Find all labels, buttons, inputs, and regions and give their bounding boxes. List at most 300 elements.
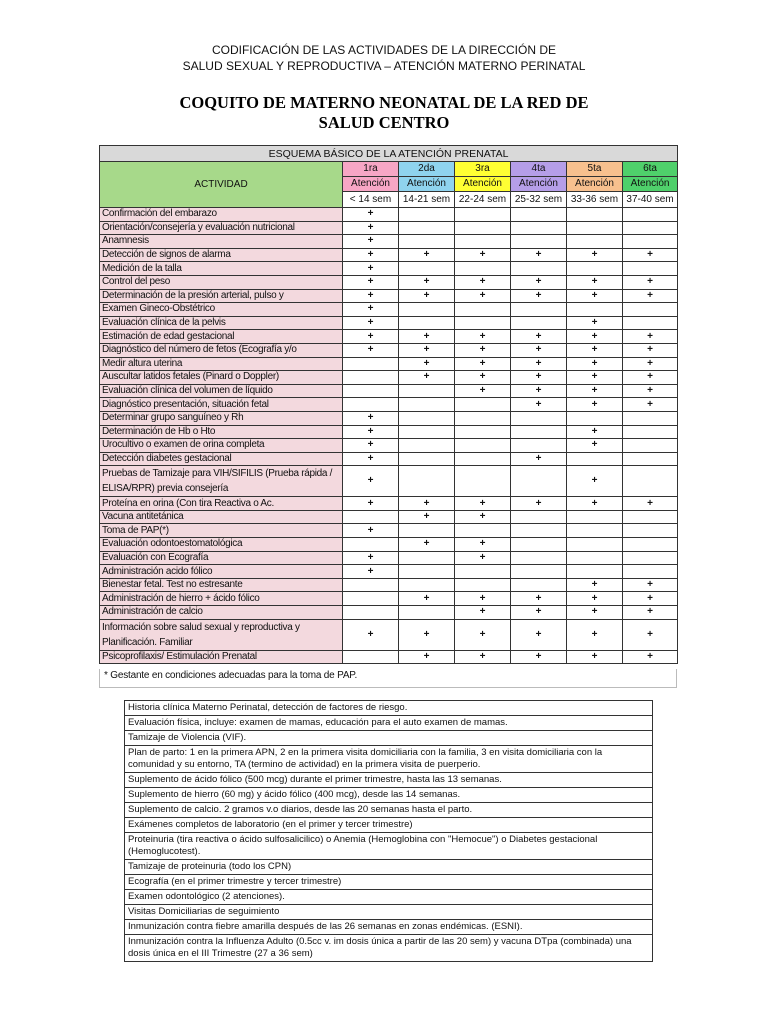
visit-mark-empty xyxy=(399,551,455,565)
activity-name: Toma de PAP(*) xyxy=(100,524,343,538)
visit-mark-plus: + xyxy=(343,524,399,538)
visit-mark-empty xyxy=(623,565,678,579)
visit-mark-plus: + xyxy=(343,466,399,497)
visit-mark-empty xyxy=(511,565,567,579)
visit-mark-empty xyxy=(399,452,455,466)
visit-mark-plus: + xyxy=(511,650,567,664)
activity-name: Pruebas de Tamizaje para VIH/SIFILIS (Prueba rápida / ELISA/RPR) previa consejería xyxy=(100,466,343,497)
visit-mark-plus: + xyxy=(343,316,399,330)
visit-mark-empty xyxy=(511,316,567,330)
visit-ordinal-1: 1ra xyxy=(343,162,399,177)
activity-name: Información sobre salud sexual y reproductiva y Planificación. Familiar xyxy=(100,619,343,650)
visit-mark-plus: + xyxy=(567,398,623,412)
visit-mark-empty xyxy=(343,371,399,385)
visit-mark-plus: + xyxy=(343,235,399,249)
schedule-row xyxy=(100,497,678,511)
visit-mark-empty xyxy=(511,221,567,235)
visit-mark-plus: + xyxy=(623,275,678,289)
note-row xyxy=(125,818,653,833)
schedule-caption: ESQUEMA BÁSICO DE LA ATENCIÓN PRENATAL xyxy=(100,146,678,162)
visit-mark-plus: + xyxy=(455,357,511,371)
schedule-header-ordinal-row xyxy=(100,162,678,177)
visit-mark-empty xyxy=(623,316,678,330)
schedule-row xyxy=(100,275,678,289)
title-line-1: COQUITO DE MATERNO NEONATAL DE LA RED DE xyxy=(179,93,589,112)
activity-name: Control del peso xyxy=(100,275,343,289)
visit-mark-plus: + xyxy=(455,592,511,606)
visit-ordinal-2: 2da xyxy=(399,162,455,177)
schedule-row xyxy=(100,439,678,453)
note-text: Tamizaje de proteinuria (todo los CPN) xyxy=(125,860,653,875)
visit-mark-plus: + xyxy=(511,248,567,262)
visit-mark-empty xyxy=(623,551,678,565)
visit-range-3: 22-24 sem xyxy=(455,192,511,208)
activity-name: Estimación de edad gestacional xyxy=(100,330,343,344)
visit-mark-plus: + xyxy=(455,606,511,620)
visit-mark-empty xyxy=(399,208,455,222)
activity-name: Determinar grupo sanguíneo y Rh xyxy=(100,411,343,425)
visit-mark-plus: + xyxy=(343,289,399,303)
visit-mark-empty xyxy=(399,466,455,497)
visit-mark-empty xyxy=(623,425,678,439)
visit-mark-plus: + xyxy=(455,248,511,262)
visit-mark-empty xyxy=(343,592,399,606)
visit-mark-plus: + xyxy=(343,330,399,344)
schedule-footnote: * Gestante en condiciones adecuadas para la toma de PAP. xyxy=(99,669,677,688)
note-text: Inmunización contra fiebre amarilla después de las 26 semanas en zonas endémicas. (ESNI). xyxy=(125,920,653,935)
visit-mark-plus: + xyxy=(567,466,623,497)
header-line-2: SALUD SEXUAL Y REPRODUCTIVA – ATENCIÓN MATERNO PERINATAL xyxy=(182,59,586,73)
visit-mark-plus: + xyxy=(399,357,455,371)
visit-mark-empty xyxy=(511,551,567,565)
document-header xyxy=(0,42,768,74)
visit-ordinal-4: 4ta xyxy=(511,162,567,177)
visit-mark-plus: + xyxy=(623,248,678,262)
visit-mark-plus: + xyxy=(343,275,399,289)
visit-mark-empty xyxy=(567,235,623,249)
visit-mark-plus: + xyxy=(511,384,567,398)
activity-name: Anamnesis xyxy=(100,235,343,249)
visit-mark-plus: + xyxy=(399,289,455,303)
visit-mark-plus: + xyxy=(567,650,623,664)
activity-name: Administración de calcio xyxy=(100,606,343,620)
visit-mark-plus: + xyxy=(511,398,567,412)
visit-mark-plus: + xyxy=(511,592,567,606)
visit-mark-empty xyxy=(511,235,567,249)
visit-mark-empty xyxy=(567,452,623,466)
visit-range-1: < 14 sem xyxy=(343,192,399,208)
visit-mark-plus: + xyxy=(343,452,399,466)
visit-mark-plus: + xyxy=(343,565,399,579)
activity-name: Medición de la talla xyxy=(100,262,343,276)
visit-mark-plus: + xyxy=(455,650,511,664)
visit-mark-plus: + xyxy=(399,371,455,385)
visit-mark-plus: + xyxy=(623,357,678,371)
visit-mark-plus: + xyxy=(511,289,567,303)
visit-mark-plus: + xyxy=(511,619,567,650)
activity-name: Administración acido fólico xyxy=(100,565,343,579)
schedule-row xyxy=(100,330,678,344)
schedule-row xyxy=(100,578,678,592)
visit-mark-plus: + xyxy=(567,425,623,439)
visit-mark-empty xyxy=(455,316,511,330)
activity-name: Medir altura uterina xyxy=(100,357,343,371)
activity-name: Psicoprofilaxis/ Estimulación Prenatal xyxy=(100,650,343,664)
visit-mark-empty xyxy=(455,524,511,538)
note-text: Suplemento de hierro (60 mg) y ácido fólico (400 mcg), desde las 14 semanas. xyxy=(125,788,653,803)
schedule-row xyxy=(100,425,678,439)
note-text: Visitas Domiciliarias de seguimiento xyxy=(125,905,653,920)
visit-mark-plus: + xyxy=(455,330,511,344)
visit-mark-empty xyxy=(567,551,623,565)
visit-mark-empty xyxy=(511,466,567,497)
visit-mark-plus: + xyxy=(623,592,678,606)
visit-mark-empty xyxy=(511,578,567,592)
activity-name: Evaluación clínica del volumen de líquido xyxy=(100,384,343,398)
visit-mark-plus: + xyxy=(511,371,567,385)
visit-mark-plus: + xyxy=(567,289,623,303)
visit-mark-empty xyxy=(623,466,678,497)
prenatal-schedule-table xyxy=(99,145,678,664)
visit-mark-empty xyxy=(511,262,567,276)
visit-range-6: 37-40 sem xyxy=(623,192,678,208)
visit-mark-empty xyxy=(343,398,399,412)
visit-mark-plus: + xyxy=(343,439,399,453)
visit-mark-empty xyxy=(399,303,455,317)
visit-mark-empty xyxy=(343,384,399,398)
activity-name: Evaluación clínica de la pelvis xyxy=(100,316,343,330)
visit-mark-empty xyxy=(455,452,511,466)
visit-mark-empty xyxy=(399,398,455,412)
visit-mark-empty xyxy=(343,357,399,371)
visit-mark-empty xyxy=(623,235,678,249)
visit-mark-plus: + xyxy=(455,551,511,565)
visit-mark-empty xyxy=(623,262,678,276)
visit-mark-empty xyxy=(399,262,455,276)
note-row xyxy=(125,716,653,731)
visit-mark-empty xyxy=(455,439,511,453)
visit-ordinal-6: 6ta xyxy=(623,162,678,177)
visit-mark-plus: + xyxy=(623,371,678,385)
visit-mark-plus: + xyxy=(511,497,567,511)
visit-mark-empty xyxy=(511,439,567,453)
activity-name: Diagnóstico presentación, situación fetal xyxy=(100,398,343,412)
visit-mark-plus: + xyxy=(343,221,399,235)
note-text: Proteinuria (tira reactiva o ácido sulfosalicilico) o Anemia (Hemoglobina con "Hemocue") o Diabetes gestacional (Hemoglucotest). xyxy=(125,833,653,860)
title-line-2: SALUD CENTRO xyxy=(318,113,450,132)
notes-table xyxy=(124,700,653,962)
visit-mark-empty xyxy=(623,524,678,538)
activity-name: Administración de hierro + ácido fólico xyxy=(100,592,343,606)
activity-name: Bienestar fetal. Test no estresante xyxy=(100,578,343,592)
visit-label-6: Atención xyxy=(623,177,678,192)
visit-mark-empty xyxy=(399,384,455,398)
visit-mark-empty xyxy=(399,606,455,620)
visit-mark-plus: + xyxy=(399,619,455,650)
note-row xyxy=(125,920,653,935)
visit-mark-plus: + xyxy=(399,650,455,664)
note-row xyxy=(125,875,653,890)
visit-mark-plus: + xyxy=(567,316,623,330)
schedule-row xyxy=(100,316,678,330)
visit-ordinal-5: 5ta xyxy=(567,162,623,177)
activity-name: Orientación/consejería y evaluación nutricional xyxy=(100,221,343,235)
visit-mark-plus: + xyxy=(455,619,511,650)
visit-mark-plus: + xyxy=(511,275,567,289)
note-text: Inmunización contra la Influenza Adulto (0.5cc v. im dosis única a partir de las 20 sem) y vacuna DTpa (combinada) una dosis única en el III Trimestre (27 a 36 sem) xyxy=(125,935,653,962)
visit-mark-plus: + xyxy=(567,275,623,289)
visit-mark-empty xyxy=(623,538,678,552)
note-row xyxy=(125,905,653,920)
document-title xyxy=(0,93,768,133)
schedule-row xyxy=(100,398,678,412)
note-row xyxy=(125,860,653,875)
visit-mark-plus: + xyxy=(567,330,623,344)
visit-mark-plus: + xyxy=(623,650,678,664)
schedule-row xyxy=(100,235,678,249)
visit-mark-plus: + xyxy=(343,425,399,439)
visit-mark-empty xyxy=(455,398,511,412)
visit-mark-empty xyxy=(567,221,623,235)
schedule-row xyxy=(100,650,678,664)
visit-mark-empty xyxy=(399,221,455,235)
visit-mark-empty xyxy=(567,411,623,425)
schedule-row xyxy=(100,248,678,262)
note-row xyxy=(125,773,653,788)
visit-mark-empty xyxy=(623,303,678,317)
schedule-row xyxy=(100,538,678,552)
visit-mark-empty xyxy=(343,650,399,664)
schedule-row xyxy=(100,619,678,650)
schedule-row xyxy=(100,357,678,371)
visit-mark-plus: + xyxy=(399,275,455,289)
visit-mark-plus: + xyxy=(343,343,399,357)
note-text: Historia clínica Materno Perinatal, detección de factores de riesgo. xyxy=(125,701,653,716)
visit-mark-empty xyxy=(623,510,678,524)
visit-mark-plus: + xyxy=(567,606,623,620)
activity-name: Determinación de la presión arterial, pulso y xyxy=(100,289,343,303)
visit-mark-plus: + xyxy=(623,578,678,592)
visit-mark-plus: + xyxy=(567,384,623,398)
visit-mark-empty xyxy=(399,565,455,579)
visit-mark-empty xyxy=(399,578,455,592)
visit-mark-empty xyxy=(567,208,623,222)
visit-mark-plus: + xyxy=(511,343,567,357)
visit-mark-empty xyxy=(511,538,567,552)
visit-mark-empty xyxy=(567,510,623,524)
visit-mark-empty xyxy=(567,538,623,552)
note-row xyxy=(125,731,653,746)
visit-mark-plus: + xyxy=(511,330,567,344)
visit-mark-plus: + xyxy=(399,248,455,262)
visit-mark-empty xyxy=(511,208,567,222)
visit-mark-plus: + xyxy=(343,551,399,565)
activity-name: Evaluación con Ecografía xyxy=(100,551,343,565)
note-row xyxy=(125,746,653,773)
note-row xyxy=(125,788,653,803)
visit-mark-empty xyxy=(511,303,567,317)
visit-mark-empty xyxy=(399,439,455,453)
schedule-row xyxy=(100,371,678,385)
visit-range-5: 33-36 sem xyxy=(567,192,623,208)
visit-mark-empty xyxy=(455,262,511,276)
activity-name: Urocultivo o examen de orina completa xyxy=(100,439,343,453)
visit-mark-empty xyxy=(343,538,399,552)
visit-mark-plus: + xyxy=(399,497,455,511)
visit-mark-plus: + xyxy=(343,411,399,425)
visit-mark-plus: + xyxy=(511,452,567,466)
visit-label-1: Atención xyxy=(343,177,399,192)
visit-mark-plus: + xyxy=(567,371,623,385)
visit-mark-empty xyxy=(511,425,567,439)
schedule-row xyxy=(100,208,678,222)
visit-mark-empty xyxy=(455,565,511,579)
visit-mark-empty xyxy=(343,578,399,592)
visit-mark-plus: + xyxy=(343,497,399,511)
visit-mark-empty xyxy=(399,411,455,425)
visit-mark-plus: + xyxy=(623,398,678,412)
visit-mark-empty xyxy=(455,208,511,222)
activity-name: Vacuna antitetánica xyxy=(100,510,343,524)
visit-mark-plus: + xyxy=(399,538,455,552)
schedule-row xyxy=(100,262,678,276)
note-row xyxy=(125,803,653,818)
schedule-row xyxy=(100,592,678,606)
visit-mark-plus: + xyxy=(567,619,623,650)
visit-mark-plus: + xyxy=(399,330,455,344)
visit-mark-plus: + xyxy=(567,497,623,511)
schedule-row xyxy=(100,289,678,303)
schedule-row xyxy=(100,303,678,317)
schedule-row xyxy=(100,411,678,425)
visit-mark-empty xyxy=(455,425,511,439)
note-text: Evaluación física, incluye: examen de mamas, educación para el auto examen de mamas. xyxy=(125,716,653,731)
schedule-row xyxy=(100,524,678,538)
visit-mark-plus: + xyxy=(343,248,399,262)
visit-mark-plus: + xyxy=(455,384,511,398)
note-text: Ecografía (en el primer trimestre y tercer trimestre) xyxy=(125,875,653,890)
visit-mark-plus: + xyxy=(623,330,678,344)
visit-mark-empty xyxy=(455,466,511,497)
activity-name: Diagnóstico del número de fetos (Ecografía y/o xyxy=(100,343,343,357)
visit-mark-plus: + xyxy=(623,606,678,620)
visit-mark-empty xyxy=(343,510,399,524)
visit-mark-empty xyxy=(623,221,678,235)
visit-mark-plus: + xyxy=(567,248,623,262)
note-row xyxy=(125,890,653,905)
visit-mark-plus: + xyxy=(455,510,511,524)
visit-mark-empty xyxy=(399,316,455,330)
visit-mark-plus: + xyxy=(455,275,511,289)
visit-mark-plus: + xyxy=(623,343,678,357)
activity-name: Determinación de Hb o Hto xyxy=(100,425,343,439)
note-text: Plan de parto: 1 en la primera APN, 2 en la primera visita domiciliaria con la familia, 3 en visita domiciliaria con la comunidad y su entorno, TA (termino de actividad) en la primera visita de puerperio. xyxy=(125,746,653,773)
visit-mark-empty xyxy=(455,303,511,317)
visit-mark-empty xyxy=(567,303,623,317)
visit-mark-empty xyxy=(511,524,567,538)
activity-column-header: ACTIVIDAD xyxy=(100,162,343,208)
visit-mark-plus: + xyxy=(343,303,399,317)
visit-ordinal-3: 3ra xyxy=(455,162,511,177)
activity-name: Auscultar latidos fetales (Pinard o Doppler) xyxy=(100,371,343,385)
schedule-row xyxy=(100,466,678,497)
visit-mark-empty xyxy=(455,411,511,425)
header-line-1: CODIFICACIÓN DE LAS ACTIVIDADES DE LA DIRECCIÓN DE xyxy=(211,43,557,57)
visit-mark-plus: + xyxy=(623,289,678,303)
visit-mark-plus: + xyxy=(623,384,678,398)
visit-label-4: Atención xyxy=(511,177,567,192)
visit-mark-empty xyxy=(567,262,623,276)
visit-mark-plus: + xyxy=(399,343,455,357)
visit-mark-empty xyxy=(455,578,511,592)
visit-mark-plus: + xyxy=(343,619,399,650)
visit-mark-empty xyxy=(343,606,399,620)
note-text: Tamizaje de Violencia (VIF). xyxy=(125,731,653,746)
visit-mark-plus: + xyxy=(567,439,623,453)
visit-mark-plus: + xyxy=(455,343,511,357)
visit-label-5: Atención xyxy=(567,177,623,192)
visit-mark-plus: + xyxy=(623,619,678,650)
visit-mark-empty xyxy=(511,411,567,425)
visit-mark-empty xyxy=(623,411,678,425)
visit-label-2: Atención xyxy=(399,177,455,192)
schedule-row xyxy=(100,565,678,579)
activity-name: Detección diabetes gestacional xyxy=(100,452,343,466)
note-text: Suplemento de ácido fólico (500 mcg) durante el primer trimestre, hasta las 13 semanas. xyxy=(125,773,653,788)
visit-mark-plus: + xyxy=(567,343,623,357)
visit-mark-plus: + xyxy=(567,357,623,371)
visit-mark-empty xyxy=(623,452,678,466)
visit-mark-plus: + xyxy=(399,592,455,606)
note-text: Exámenes completos de laboratorio (en el primer y tercer trimestre) xyxy=(125,818,653,833)
schedule-caption-row xyxy=(100,146,678,162)
visit-mark-plus: + xyxy=(511,357,567,371)
visit-mark-empty xyxy=(455,235,511,249)
schedule-row xyxy=(100,510,678,524)
visit-mark-plus: + xyxy=(455,289,511,303)
schedule-row xyxy=(100,343,678,357)
activity-name: Evaluación odontoestomatológica xyxy=(100,538,343,552)
schedule-row xyxy=(100,551,678,565)
note-text: Suplemento de calcio. 2 gramos v.o diarios, desde las 20 semanas hasta el parto. xyxy=(125,803,653,818)
visit-mark-plus: + xyxy=(455,538,511,552)
activity-name: Detección de signos de alarma xyxy=(100,248,343,262)
visit-mark-plus: + xyxy=(455,371,511,385)
schedule-row xyxy=(100,452,678,466)
activity-name: Examen Gineco-Obstétrico xyxy=(100,303,343,317)
note-row xyxy=(125,701,653,716)
activity-name: Confirmación del embarazo xyxy=(100,208,343,222)
visit-mark-empty xyxy=(399,235,455,249)
visit-mark-plus: + xyxy=(567,578,623,592)
note-row xyxy=(125,935,653,962)
visit-mark-empty xyxy=(623,208,678,222)
visit-mark-empty xyxy=(455,221,511,235)
visit-range-2: 14-21 sem xyxy=(399,192,455,208)
visit-mark-empty xyxy=(567,565,623,579)
visit-mark-plus: + xyxy=(567,592,623,606)
note-row xyxy=(125,833,653,860)
schedule-row xyxy=(100,384,678,398)
visit-range-4: 25-32 sem xyxy=(511,192,567,208)
visit-label-3: Atención xyxy=(455,177,511,192)
visit-mark-plus: + xyxy=(343,208,399,222)
visit-mark-empty xyxy=(399,425,455,439)
visit-mark-plus: + xyxy=(623,497,678,511)
note-text: Examen odontológico (2 atenciones). xyxy=(125,890,653,905)
visit-mark-empty xyxy=(511,510,567,524)
visit-mark-empty xyxy=(567,524,623,538)
